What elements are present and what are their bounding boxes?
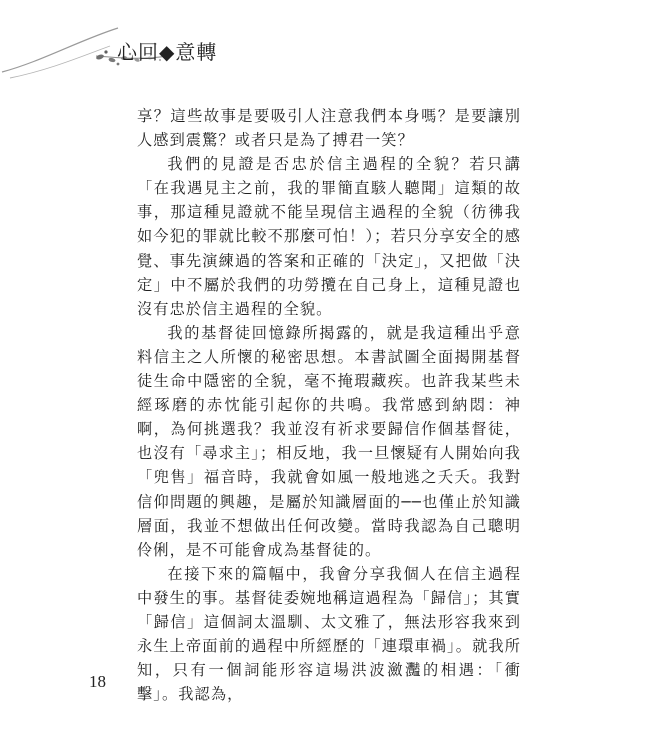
paragraph: 在接下來的篇幅中，我會分享我個人在信主過程中發生的事。基督徒委婉地稱這過程為「歸信」；其實「歸信」這個詞太溫馴、太文雅了，無法形容我來到永生上帝面前的過程中所經歷的「連環車禍」。就我所知，只有一個詞能形容這場洪波瀲灩的相遇：「衝擊」。我認為，	[137, 564, 521, 704]
book-title: 心回◆意轉	[117, 40, 218, 64]
body-text	[137, 104, 521, 706]
paragraph: 我們的見證是否忠於信主過程的全貌？若只講「在我遇見主之前，我的罪簡直駭人聽聞」這類的故事，那這種見證就不能呈現信主過程的全貌（彷彿我如今犯的罪就比較不那麼可怕！）；若只分享安全的感覺、事先演練過的答案和正確的「決定」，又把做「決定」中不屬於我們的功勞攬在自己身上，這種見證也沒有忠於信主過程的全貌。	[137, 155, 521, 318]
paragraph: 享？這些故事是要吸引人注意我們本身嗎？是要讓別人感到震驚？或者只是為了搏君一笑？	[137, 107, 521, 150]
running-header	[0, 0, 240, 90]
page-number: 18	[89, 672, 106, 691]
paragraph: 我的基督徒回憶錄所揭露的，就是我這種出乎意料信主之人所懷的秘密思想。本書試圖全面揭開基督徒生命中隱密的全貌，毫不掩瑕藏疾。也許我某些未經琢磨的赤忱能引起你的共鳴。我常感到納悶：神啊，為何挑選我？我並沒有祈求要歸信作個基督徒，也沒有「尋求主」；相反地，我一旦懷疑有人開始向我「兜售」福音時，我就會如風一般地逃之夭夭。我對信仰問題的興趣，是屬於知識層面的──也僅止於知識層面，我並不想做出任何改變。當時我認為自己聰明伶俐，是不可能會成為基督徒的。	[137, 323, 521, 559]
